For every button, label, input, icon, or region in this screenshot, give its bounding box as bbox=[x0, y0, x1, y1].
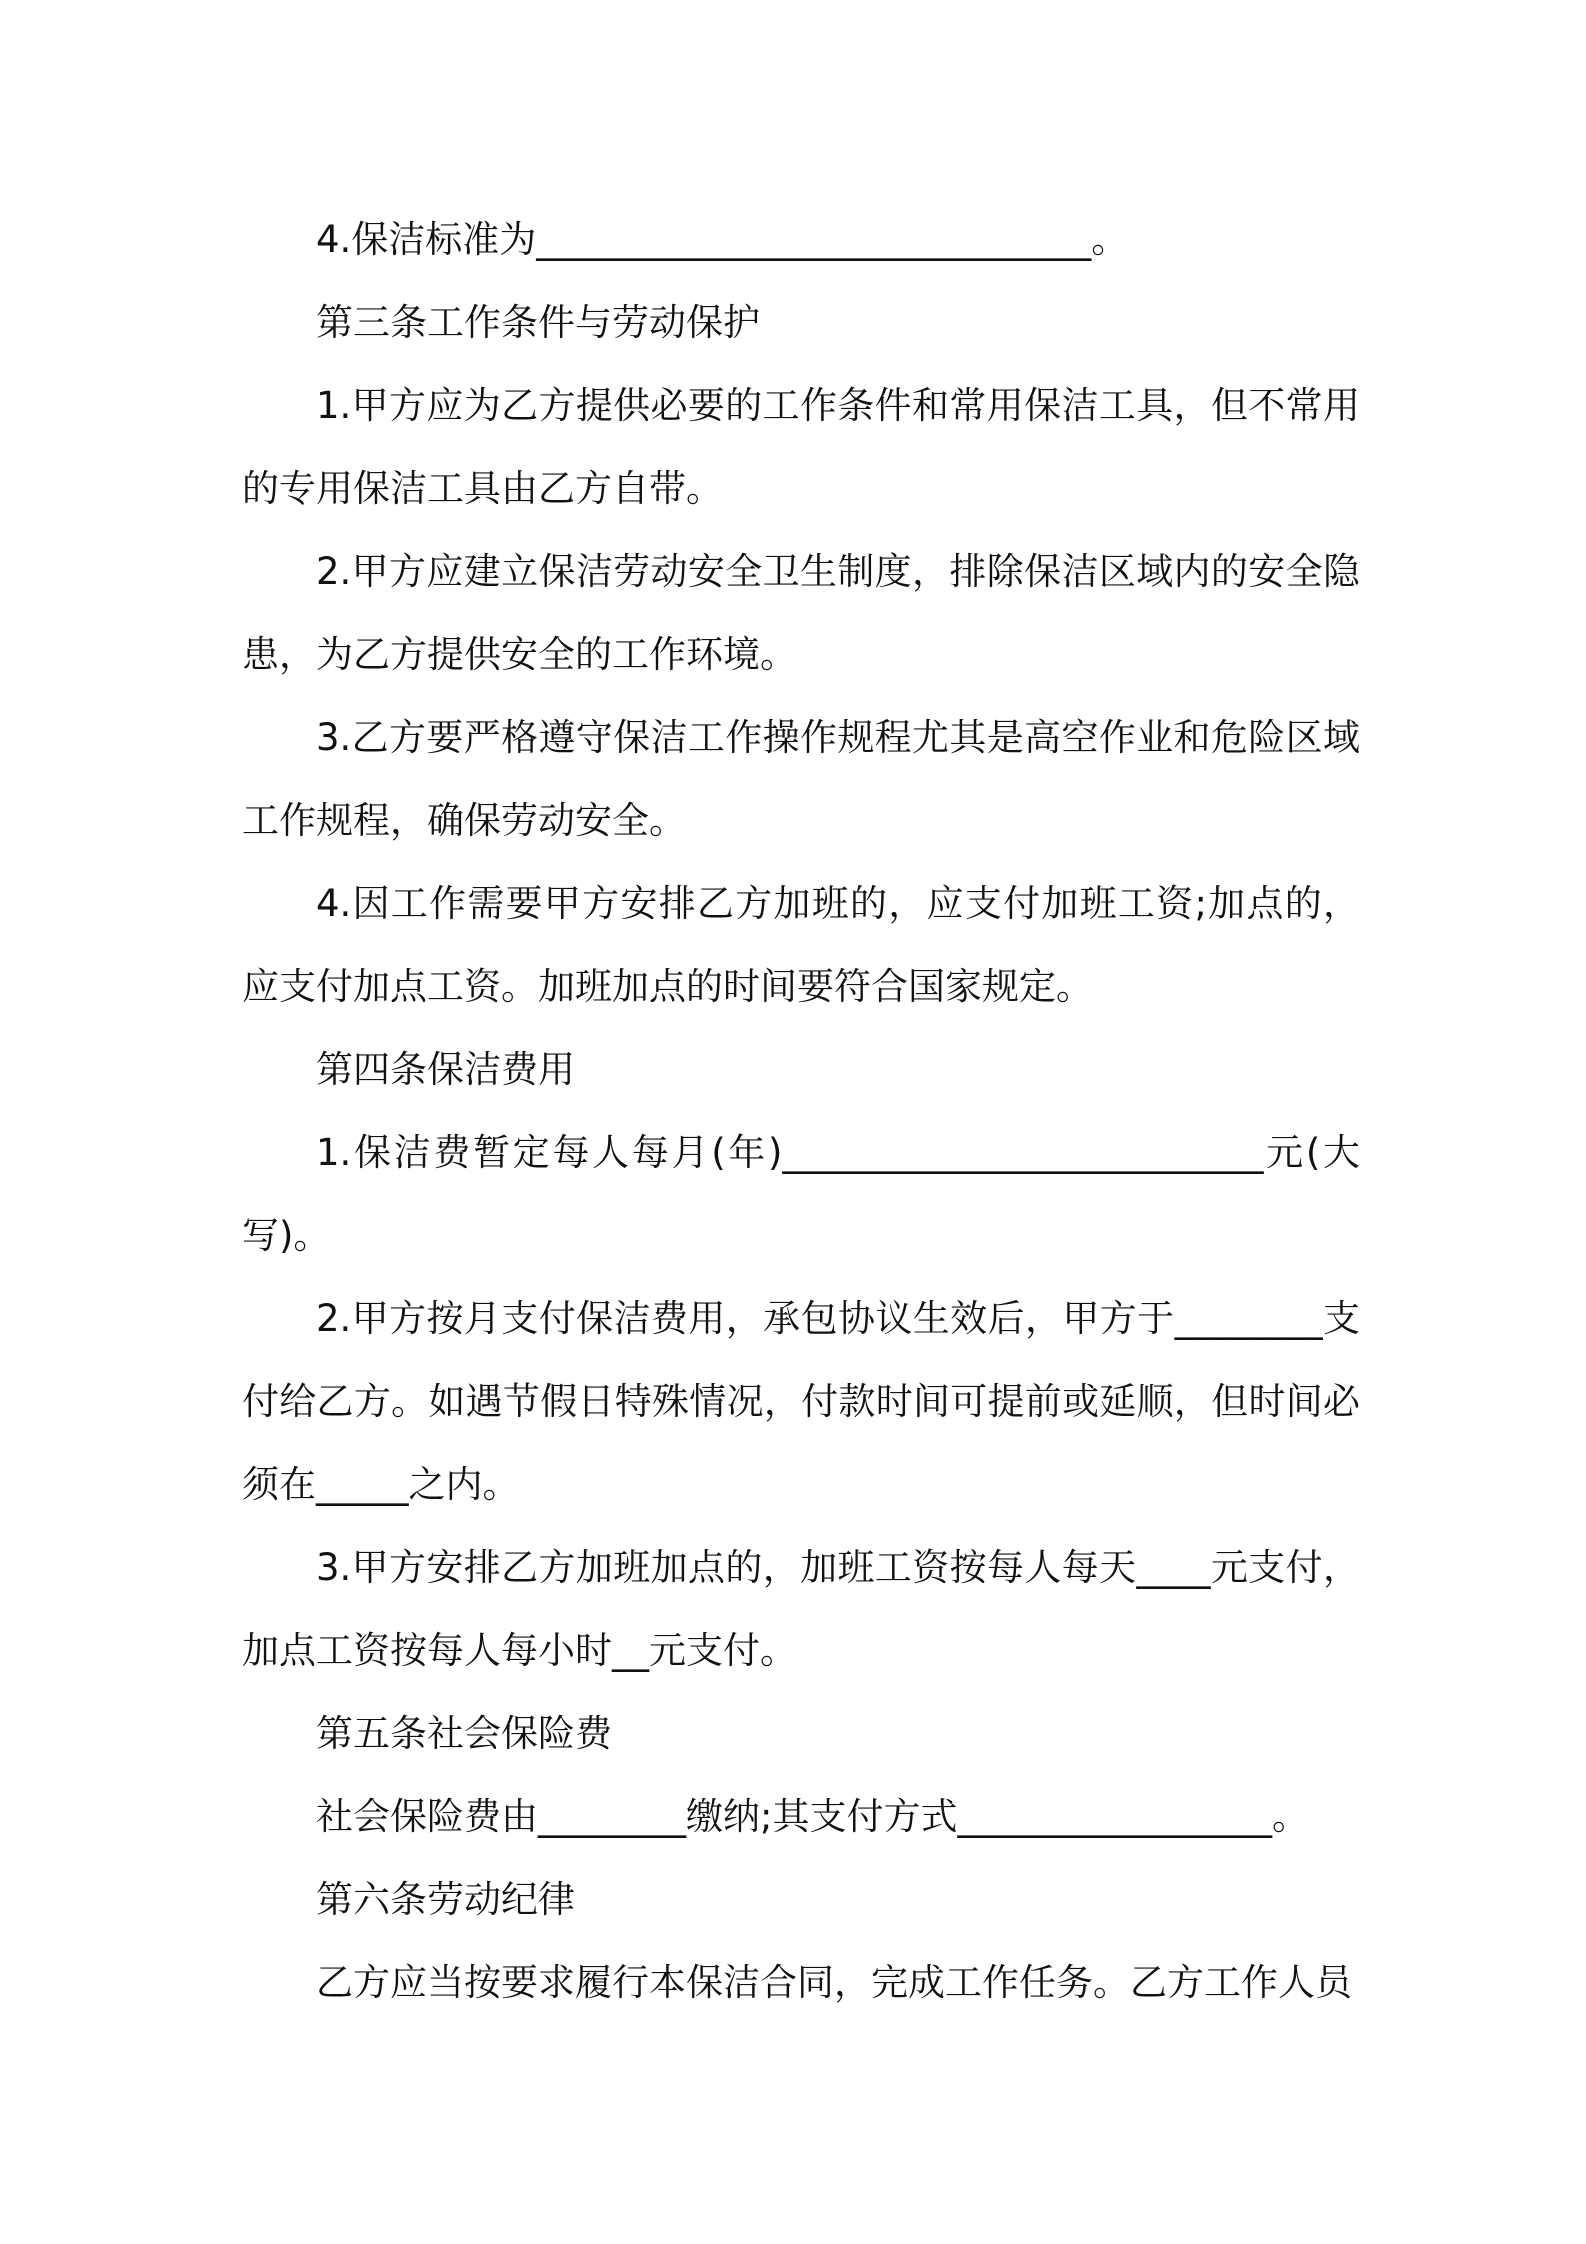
clause-item-labor-discipline: 乙方应当按要求履行本保洁合同，完成工作任务。乙方工作人员 bbox=[316, 1961, 1352, 2004]
clause-item-social-insurance: 社会保险费由________缴纳;其支付方式_________________。 bbox=[316, 1795, 1309, 1838]
clause-item-work-conditions: 1.甲方应为乙方提供必要的工作条件和常用保洁工具，但不常用的专用保洁工具由乙方自带。 bbox=[242, 384, 1360, 510]
clause-item-safety-system: 2.甲方应建立保洁劳动安全卫生制度，排除保洁区域内的安全隐患，为乙方提供安全的工作环境。 bbox=[242, 550, 1360, 676]
clause-item-cleaning-fee: 1.保洁费暂定每人每月(年)__________________________元(大写)。 bbox=[242, 1131, 1360, 1257]
clause-item-overtime: 4.因工作需要甲方安排乙方加班的，应支付加班工资;加点的，应支付加点工资。加班加点的时间要符合国家规定。 bbox=[242, 882, 1360, 1008]
document-body bbox=[242, 198, 1360, 2024]
clause-item-overtime-pay: 3.甲方安排乙方加班加点的，加班工资按每人每天____元支付，加点工资按每人每小时__元支付。 bbox=[242, 1546, 1360, 1672]
article-4-heading: 第四条保洁费用 bbox=[316, 1048, 575, 1091]
article-3-heading: 第三条工作条件与劳动保护 bbox=[316, 301, 760, 344]
article-6-heading: 第六条劳动纪律 bbox=[316, 1878, 575, 1921]
clause-item-monthly-payment: 2.甲方按月支付保洁费用，承包协议生效后，甲方于________支付给乙方。如遇节假日特殊情况，付款时间可提前或延顺，但时间必须在_____之内。 bbox=[242, 1297, 1360, 1506]
clause-item-operating-rules: 3.乙方要严格遵守保洁工作操作规程尤其是高空作业和危险区域工作规程，确保劳动安全。 bbox=[242, 716, 1360, 842]
article-5-heading: 第五条社会保险费 bbox=[316, 1712, 612, 1755]
clause-item-cleaning-standard: 4.保洁标准为______________________________。 bbox=[316, 218, 1129, 261]
